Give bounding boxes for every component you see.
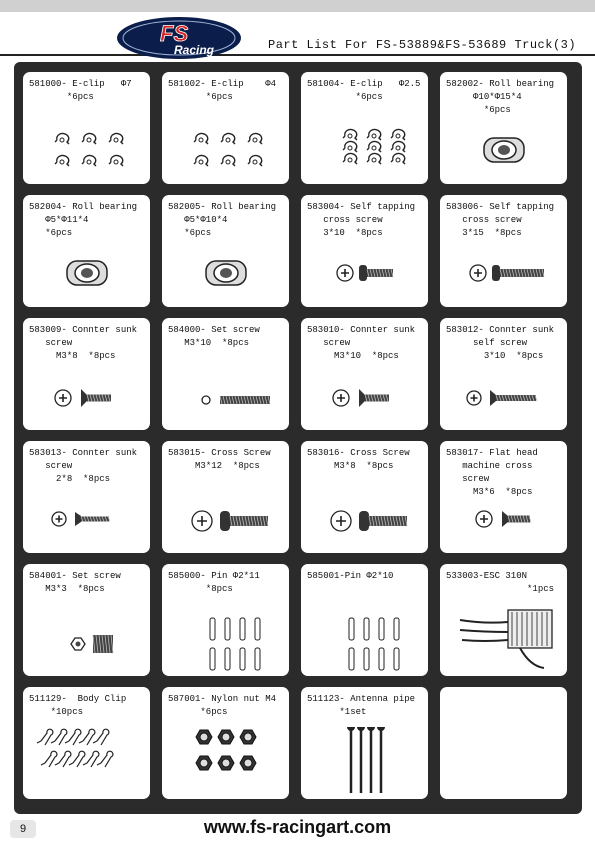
part-cell (440, 564, 567, 676)
part-cell (440, 318, 567, 430)
part-cell (301, 72, 428, 184)
fs-racing-logo (116, 16, 242, 60)
page-title: Part List For FS-53889&FS-53689 Truck(3) (268, 38, 577, 52)
part-cell (440, 195, 567, 307)
logo-text-racing: Racing (174, 43, 215, 57)
logo-text-fs: FS (160, 21, 189, 46)
part-cell (162, 195, 289, 307)
part-cell (162, 564, 289, 676)
part-illustration (301, 358, 428, 430)
part-label: 583017- Flat head machine cross screw M3*6 *8pcs (446, 448, 538, 497)
part-cell (301, 564, 428, 676)
part-illustration (440, 481, 567, 553)
part-illustration (301, 604, 428, 676)
part-cell (23, 318, 150, 430)
part-label: 511129- Body Clip *10pcs (29, 694, 127, 717)
header-rule (0, 54, 595, 56)
part-illustration (301, 481, 428, 553)
part-label: 581000- E-clip Φ7 *6pcs (29, 79, 132, 102)
part-illustration (23, 604, 150, 676)
part-cell (440, 441, 567, 553)
part-illustration (23, 481, 150, 553)
part-label: 581004- E-clip Φ2.5 *6pcs (307, 79, 421, 102)
parts-grid-frame (14, 62, 582, 814)
part-cell (162, 687, 289, 799)
part-label: 587001- Nylon nut M4 *6pcs (168, 694, 277, 717)
part-illustration (301, 727, 428, 799)
part-illustration (301, 235, 428, 307)
part-illustration (23, 727, 150, 799)
part-illustration (162, 358, 289, 430)
part-illustration (23, 235, 150, 307)
part-illustration (162, 112, 289, 184)
part-cell (301, 195, 428, 307)
part-illustration (162, 235, 289, 307)
part-label: 583004- Self tapping cross screw 3*10 *8pcs (307, 202, 416, 238)
header-top-band (0, 0, 595, 12)
part-illustration (440, 358, 567, 430)
part-illustration (23, 358, 150, 430)
part-cell (301, 318, 428, 430)
part-cell (162, 72, 289, 184)
part-label: 583015- Cross Screw M3*12 *8pcs (168, 448, 271, 471)
part-label: 511123- Antenna pipe *1set (307, 694, 416, 717)
part-cell (23, 441, 150, 553)
part-label: 584001- Set screw M3*3 *8pcs (29, 571, 121, 594)
part-illustration (162, 604, 289, 676)
part-cell (162, 441, 289, 553)
part-cell (23, 687, 150, 799)
part-label: 584000- Set screw M3*10 *8pcs (168, 325, 260, 348)
part-label: 583010- Connter sunk screw M3*10 *8pcs (307, 325, 416, 361)
part-illustration (440, 112, 567, 184)
part-illustration (301, 112, 428, 184)
part-illustration (440, 235, 567, 307)
part-label: 582002- Roll bearing Φ10*Φ15*4 *6pcs (446, 79, 555, 115)
part-cell (23, 195, 150, 307)
part-illustration (440, 604, 567, 676)
part-label: 582004- Roll bearing Φ5*Φ11*4 *6pcs (29, 202, 138, 238)
part-label: 583009- Connter sunk screw M3*8 *8pcs (29, 325, 138, 361)
part-cell (301, 687, 428, 799)
footer-url: www.fs-racingart.com (203, 817, 392, 837)
part-illustration (162, 727, 289, 799)
part-label: 582005- Roll bearing Φ5*Φ10*4 *6pcs (168, 202, 277, 238)
part-label: 581002- E-clip Φ4 *6pcs (168, 79, 277, 102)
page-number: 9 (10, 820, 36, 838)
part-label: 583016- Cross Screw M3*8 *8pcs (307, 448, 410, 471)
part-label: 533003-ESC 310N *1pcs (446, 571, 555, 594)
part-cell (162, 318, 289, 430)
part-label: 585000- Pin Φ2*11 *8pcs (168, 571, 260, 594)
part-cell (23, 564, 150, 676)
part-illustration (162, 481, 289, 553)
part-cell (440, 72, 567, 184)
part-cell (23, 72, 150, 184)
part-label: 583006- Self tapping cross screw 3*15 *8pcs (446, 202, 555, 238)
part-illustration (440, 727, 567, 799)
part-label: 583012- Connter sunk self screw 3*10 *8pcs (446, 325, 555, 361)
part-cell (301, 441, 428, 553)
part-illustration (23, 112, 150, 184)
part-label: 585001-Pin Φ2*10 (307, 571, 394, 581)
part-cell (440, 687, 567, 799)
part-label: 583013- Connter sunk screw 2*8 *8pcs (29, 448, 138, 484)
